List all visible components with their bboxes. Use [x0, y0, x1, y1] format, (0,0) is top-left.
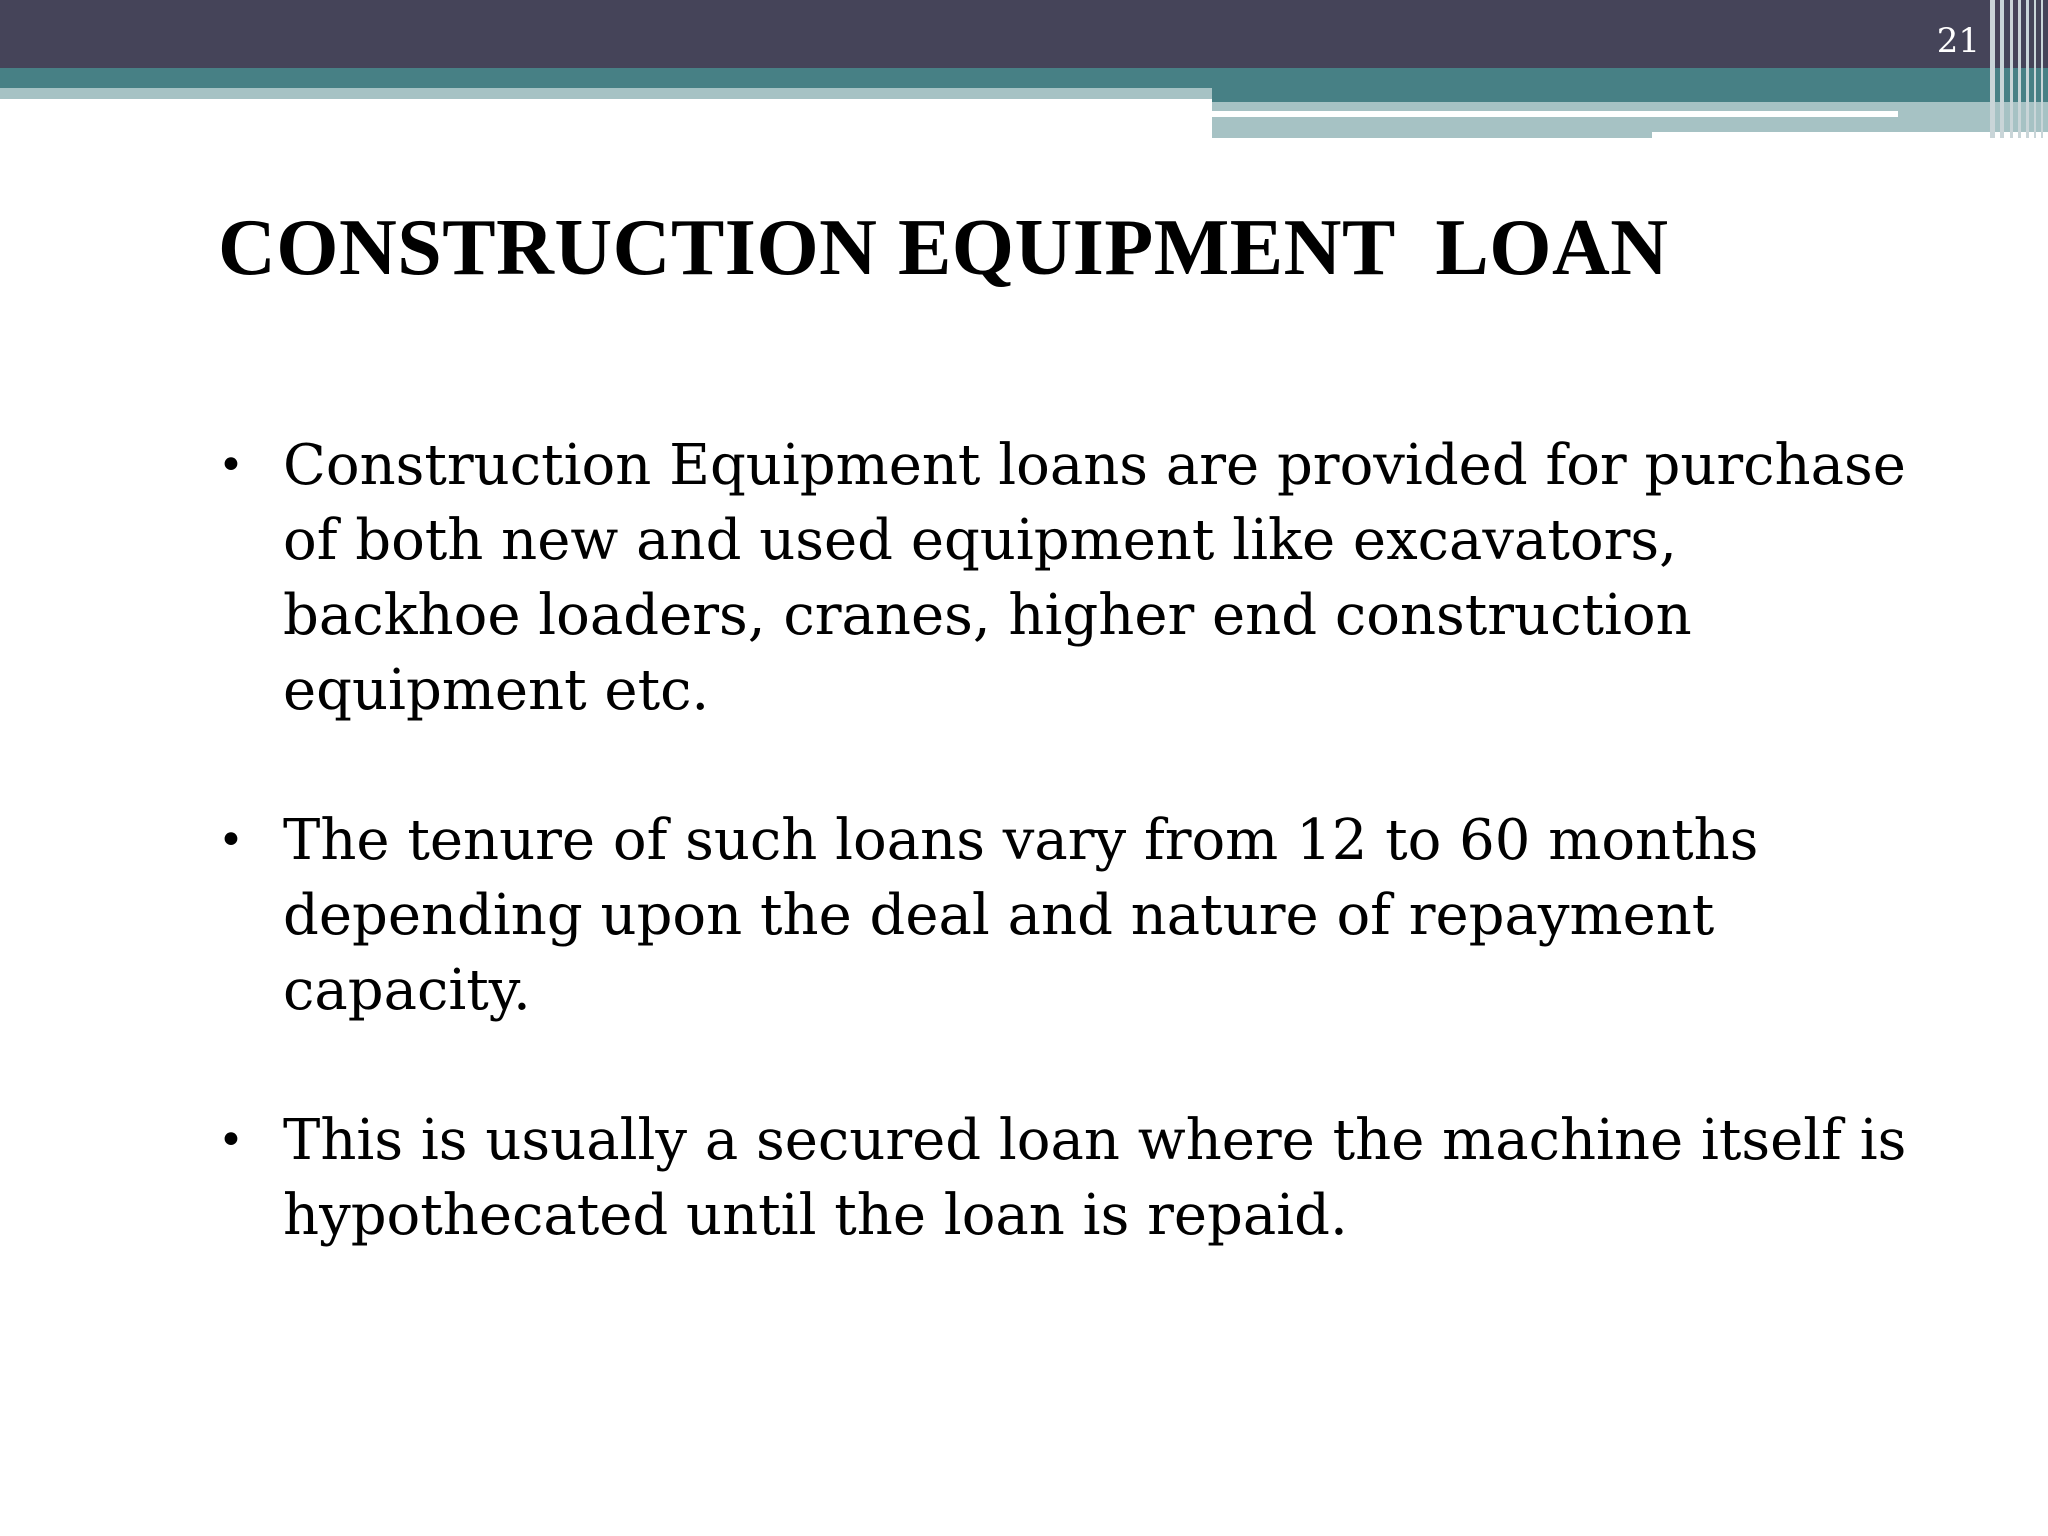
bullet-dot: • — [218, 1115, 244, 1166]
slide-title: CONSTRUCTION EQUIPMENT LOAN — [218, 204, 1669, 292]
slide-number: 21 — [1936, 21, 1980, 61]
bullet-dot: • — [218, 815, 244, 866]
bullet-dot: • — [218, 440, 244, 491]
header-vertical-stripe — [1990, 0, 1995, 138]
header-vertical-stripe — [2041, 0, 2043, 138]
header-vertical-stripe — [2034, 0, 2036, 138]
header-white-step — [1652, 132, 2048, 138]
header-light-band-left — [0, 88, 1212, 99]
header-vertical-stripe — [2018, 0, 2021, 138]
header-dark-band — [0, 0, 2048, 68]
bullet-text: Construction Equipment loans are provided for purchase of both new and used equipment like excavators, backhoe loaders, cranes, higher end construction equipment etc. — [283, 433, 1906, 723]
bullet-item — [218, 1103, 1918, 1253]
bullet-item — [218, 803, 1918, 1028]
bullet-text: The tenure of such loans vary from 12 to 60 months depending upon the deal and nature of repayment capacity. — [283, 808, 1759, 1023]
header-vertical-stripe — [2026, 0, 2029, 138]
header-white-line — [1212, 111, 1898, 117]
header-teal-band — [0, 68, 2048, 88]
header-vertical-stripe — [2010, 0, 2013, 138]
bullet-item — [218, 428, 1918, 728]
header-vertical-stripe — [2000, 0, 2004, 138]
header-teal-band-right — [1212, 88, 2048, 102]
bullet-list — [218, 428, 1918, 1253]
bullet-text: This is usually a secured loan where the machine itself is hypothecated until the loan is repaid. — [283, 1108, 1907, 1248]
